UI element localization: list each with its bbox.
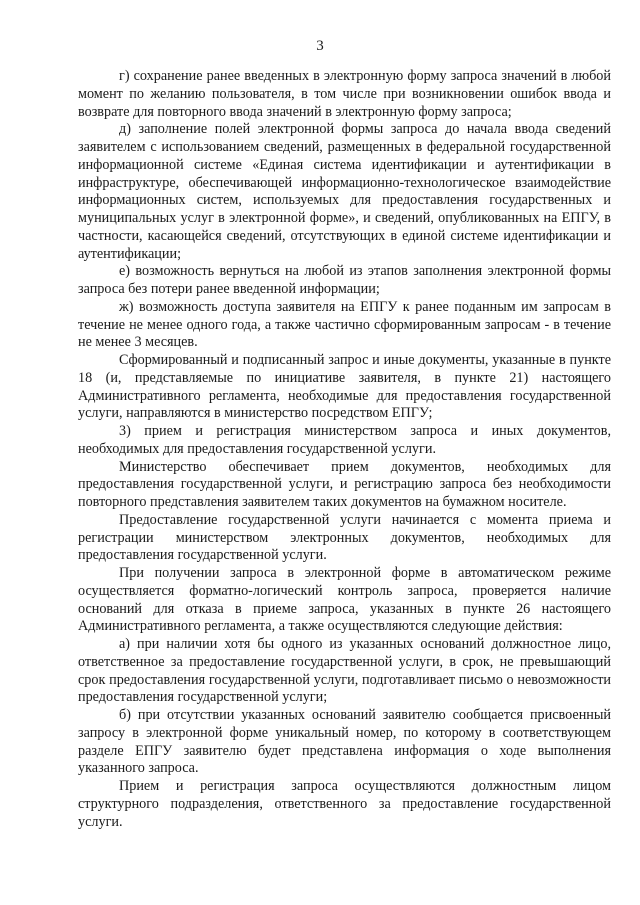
paragraph-item-zh: ж) возможность доступа заявителя на ЕПГУ к ранее поданным им запросам в течение не менее одного года, а также частично сформированным запросам - в течение не менее 3 месяцев. xyxy=(78,298,611,351)
paragraph-item-b: б) при отсутствии указанных оснований заявителю сообщается присвоенный запросу в электронной форме уникальный номер, по которому в соответствующем разделе ЕПГУ заявителю будет представлена информация о ходе выполнения указанного запроса. xyxy=(78,707,611,777)
paragraph-submission: Сформированный и подписанный запрос и иные документы, указанные в пункте 18 (и, представляемые по инициативе заявителя, в пункте 21) настоящего Административного регламента, необходимые для предоставления государственной услуги, направляются в министерство посредством ЕПГУ; xyxy=(78,352,611,422)
paragraph-item-e: е) возможность вернуться на любой из этапов заполнения электронной формы запроса без потери ранее введенной информации; xyxy=(78,263,611,297)
paragraph-item-a: а) при наличии хотя бы одного из указанных оснований должностное лицо, ответственное за предоставление государственной услуги, в срок, не превышающий срок предоставления государственной услуги, подготавливает письмо о невозможности предоставления государственной услуги; xyxy=(78,636,611,706)
page-number: 3 xyxy=(316,38,324,54)
paragraph-format-control: При получении запроса в электронной форме в автоматическом режиме осуществляется форматно-логический контроль запроса, проверяется наличие оснований для отказа в приеме запроса, указанных в пункте 26 настоящего Административного регламента, а также осуществляются следующие действия: xyxy=(78,565,611,635)
paragraph-item-g: г) сохранение ранее введенных в электронную форму запроса значений в любой момент по желанию пользователя, в том числе при возникновении ошибок ввода и возврате для повторного ввода значений в электронную форму запроса; xyxy=(78,68,611,120)
paragraph-ministry-acceptance: Министерство обеспечивает прием документов, необходимых для предоставления государственной услуги, и регистрацию запроса без необходимости повторного представления заявителем таких документов на бумажном носителе. xyxy=(78,458,611,510)
paragraph-registration: Прием и регистрация запроса осуществляются должностным лицом структурного подразделения, ответственного за предоставление государственной услуги. xyxy=(78,778,611,830)
paragraph-item-d: д) заполнение полей электронной формы запроса до начала ввода сведений заявителем с использованием сведений, размещенных в федеральной государственной информационной системе «Единая система идентификации и аутентификации в инфраструктуре, обеспечивающей информационно-технологическое взаимодействие информационных систем, используемых для предоставления государственных и муниципальных услуг в электронной форме», и сведений, опубликованных на ЕПГУ, в частности, касающейся сведений, отсутствующих в единой системе идентификации и аутентификации; xyxy=(78,121,611,262)
document-body xyxy=(78,68,611,831)
paragraph-service-start: Предоставление государственной услуги начинается с момента приема и регистрации министерством электронных документов, необходимых для предоставления государственной услуги. xyxy=(78,511,611,564)
paragraph-item-3: 3) прием и регистрация министерством запроса и иных документов, необходимых для предоставления государственной услуги. xyxy=(78,423,611,457)
